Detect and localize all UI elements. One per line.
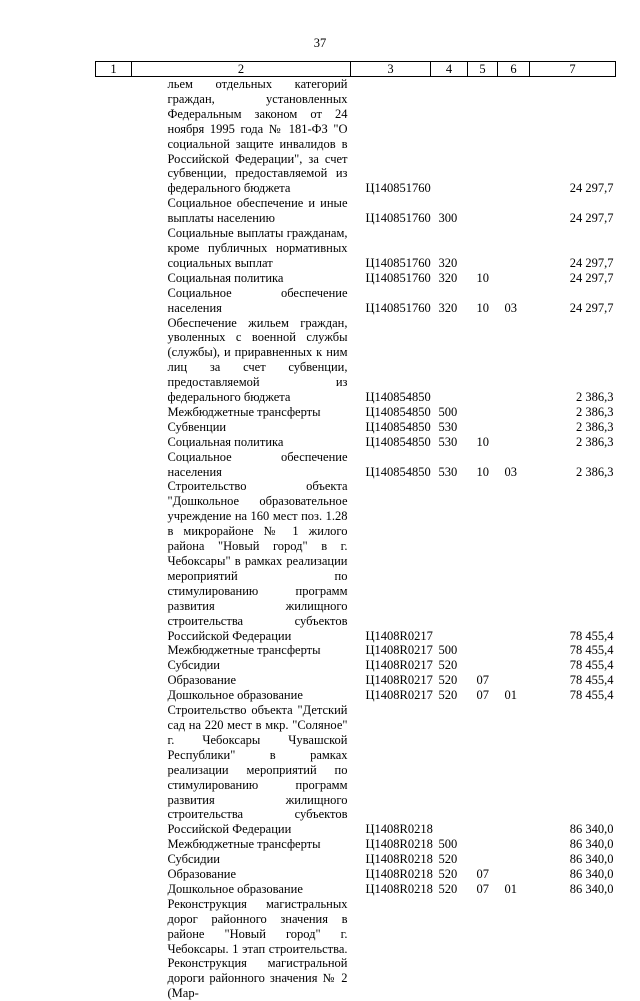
row-name: Межбюджетные трансферты — [132, 405, 351, 420]
row-name: Субвенции — [132, 420, 351, 435]
row-section — [468, 897, 498, 1001]
row-name: Социальная политика — [132, 271, 351, 286]
row-name: Межбюджетные трансферты — [132, 837, 351, 852]
row-subsection — [498, 852, 530, 867]
header-col-7: 7 — [530, 62, 616, 77]
table-row — [96, 450, 616, 480]
table-row — [96, 703, 616, 837]
row-section — [468, 316, 498, 405]
row-subsection — [498, 643, 530, 658]
row-code: Ц140851760 — [351, 271, 431, 286]
row-amount — [530, 897, 616, 1001]
row-amount: 24 297,7 — [530, 226, 616, 271]
header-col-1: 1 — [96, 62, 132, 77]
table-row — [96, 435, 616, 450]
table-row — [96, 673, 616, 688]
row-expense-type: 320 — [431, 226, 468, 271]
row-subsection — [498, 196, 530, 226]
table-row — [96, 658, 616, 673]
row-subsection — [498, 867, 530, 882]
row-name: Дошкольное образование — [132, 688, 351, 703]
row-subsection: 01 — [498, 688, 530, 703]
row-number — [96, 450, 132, 480]
table-row — [96, 271, 616, 286]
row-code: Ц140854850 — [351, 450, 431, 480]
table-row — [96, 405, 616, 420]
row-amount: 86 340,0 — [530, 703, 616, 837]
table-row — [96, 882, 616, 897]
row-subsection: 01 — [498, 882, 530, 897]
row-amount: 24 297,7 — [530, 77, 616, 197]
row-name: Социальное обеспечение и иные выплаты населению — [132, 196, 351, 226]
row-subsection — [498, 897, 530, 1001]
row-number — [96, 286, 132, 316]
header-col-5: 5 — [468, 62, 498, 77]
table-body — [96, 77, 616, 1001]
row-expense-type — [431, 897, 468, 1001]
row-amount: 78 455,4 — [530, 673, 616, 688]
row-code: Ц140851760 — [351, 226, 431, 271]
row-code: Ц1408R0218 — [351, 852, 431, 867]
row-name: Дошкольное образование — [132, 882, 351, 897]
row-subsection — [498, 703, 530, 837]
row-name: Социальные выплаты гражданам, кроме публичных нормативных социальных выплат — [132, 226, 351, 271]
row-expense-type — [431, 703, 468, 837]
row-expense-type: 320 — [431, 271, 468, 286]
row-expense-type: 520 — [431, 867, 468, 882]
row-number — [96, 643, 132, 658]
row-amount: 86 340,0 — [530, 852, 616, 867]
row-expense-type: 530 — [431, 420, 468, 435]
row-number — [96, 703, 132, 837]
row-number — [96, 405, 132, 420]
row-subsection — [498, 271, 530, 286]
table-row — [96, 837, 616, 852]
header-col-6: 6 — [498, 62, 530, 77]
row-subsection — [498, 77, 530, 197]
row-number — [96, 897, 132, 1001]
row-subsection — [498, 316, 530, 405]
row-amount: 78 455,4 — [530, 688, 616, 703]
row-name: Образование — [132, 673, 351, 688]
row-amount: 78 455,4 — [530, 643, 616, 658]
row-amount: 78 455,4 — [530, 479, 616, 643]
row-number — [96, 852, 132, 867]
table-row — [96, 420, 616, 435]
row-code: Ц1408R0218 — [351, 837, 431, 852]
table-row — [96, 688, 616, 703]
row-amount: 86 340,0 — [530, 837, 616, 852]
row-section — [468, 643, 498, 658]
row-number — [96, 77, 132, 197]
row-expense-type: 300 — [431, 196, 468, 226]
table-row — [96, 77, 616, 197]
row-expense-type: 530 — [431, 435, 468, 450]
table-row — [96, 479, 616, 643]
row-subsection: 03 — [498, 450, 530, 480]
row-expense-type — [431, 479, 468, 643]
row-code: Ц140851760 — [351, 77, 431, 197]
table-row — [96, 196, 616, 226]
row-code: Ц140851760 — [351, 286, 431, 316]
row-section — [468, 405, 498, 420]
row-expense-type: 520 — [431, 882, 468, 897]
row-expense-type: 520 — [431, 688, 468, 703]
row-number — [96, 479, 132, 643]
row-section: 07 — [468, 882, 498, 897]
table-row — [96, 643, 616, 658]
row-section — [468, 479, 498, 643]
row-section: 07 — [468, 867, 498, 882]
row-name: Образование — [132, 867, 351, 882]
row-code: Ц140854850 — [351, 420, 431, 435]
row-number — [96, 882, 132, 897]
table-row — [96, 226, 616, 271]
table-row — [96, 867, 616, 882]
row-subsection — [498, 673, 530, 688]
row-section: 07 — [468, 688, 498, 703]
row-amount: 24 297,7 — [530, 271, 616, 286]
row-amount: 2 386,3 — [530, 435, 616, 450]
row-section — [468, 852, 498, 867]
row-amount: 2 386,3 — [530, 316, 616, 405]
row-subsection: 03 — [498, 286, 530, 316]
row-expense-type — [431, 77, 468, 197]
row-amount: 2 386,3 — [530, 405, 616, 420]
row-name: Межбюджетные трансферты — [132, 643, 351, 658]
row-section — [468, 658, 498, 673]
row-section — [468, 837, 498, 852]
row-name: Строительство объекта "Дошкольное образовательное учреждение на 160 мест поз. 1.28 в микрорайоне № 1 жилого района "Новый город" в г. Чебоксары" в рамках реализации мероприятий по стимулированию программ развития жилищного строительства субъектов Российской Федерации — [132, 479, 351, 643]
row-name: Реконструкция магистральных дорог районного значения в районе "Новый город" г. Чебоксары. 1 этап строительства. Реконструкция магистральной дороги районного значения № 2 (Мар- — [132, 897, 351, 1001]
row-subsection — [498, 435, 530, 450]
row-expense-type — [431, 316, 468, 405]
row-name: Субсидии — [132, 852, 351, 867]
header-col-4: 4 — [431, 62, 468, 77]
row-number — [96, 673, 132, 688]
row-code: Ц140851760 — [351, 196, 431, 226]
row-code: Ц1408R0217 — [351, 658, 431, 673]
row-amount: 2 386,3 — [530, 450, 616, 480]
row-expense-type: 500 — [431, 837, 468, 852]
row-number — [96, 271, 132, 286]
row-subsection — [498, 226, 530, 271]
row-code: Ц1408R0217 — [351, 643, 431, 658]
row-section: 10 — [468, 450, 498, 480]
row-name: Социальная политика — [132, 435, 351, 450]
row-number — [96, 420, 132, 435]
table-header-row — [96, 62, 616, 77]
row-code: Ц1408R0217 — [351, 688, 431, 703]
table-row — [96, 897, 616, 1001]
row-name: Социальное обеспечение населения — [132, 450, 351, 480]
row-number — [96, 226, 132, 271]
row-subsection — [498, 837, 530, 852]
table-row — [96, 286, 616, 316]
row-number — [96, 688, 132, 703]
row-section — [468, 420, 498, 435]
row-subsection — [498, 479, 530, 643]
row-code: Ц1408R0218 — [351, 882, 431, 897]
row-amount: 24 297,7 — [530, 196, 616, 226]
row-number — [96, 867, 132, 882]
row-section: 10 — [468, 435, 498, 450]
row-number — [96, 837, 132, 852]
row-amount: 24 297,7 — [530, 286, 616, 316]
row-number — [96, 196, 132, 226]
row-section: 10 — [468, 286, 498, 316]
table-row — [96, 316, 616, 405]
row-section — [468, 77, 498, 197]
row-expense-type: 320 — [431, 286, 468, 316]
row-expense-type: 520 — [431, 673, 468, 688]
row-name: Обеспечение жильем граждан, уволенных с военной службы (службы), и приравненных к ним лиц за счет субвенции, предоставляемой из федерального бюджета — [132, 316, 351, 405]
row-expense-type: 500 — [431, 643, 468, 658]
row-code: Ц1408R0218 — [351, 703, 431, 837]
row-code: Ц140854850 — [351, 405, 431, 420]
row-code: Ц1408R0217 — [351, 673, 431, 688]
row-code: Ц140854850 — [351, 435, 431, 450]
header-col-3: 3 — [351, 62, 431, 77]
row-number — [96, 658, 132, 673]
row-section — [468, 226, 498, 271]
row-number — [96, 435, 132, 450]
row-amount: 86 340,0 — [530, 882, 616, 897]
row-code — [351, 897, 431, 1001]
row-code: Ц1408R0218 — [351, 867, 431, 882]
row-section — [468, 196, 498, 226]
row-section: 07 — [468, 673, 498, 688]
row-subsection — [498, 658, 530, 673]
row-code: Ц1408R0217 — [351, 479, 431, 643]
row-name: Строительство объекта "Детский сад на 220 мест в мкр. "Соляное" г. Чебоксары Чувашской Республики" в рамках реализации мероприятий по стимулированию программ развития жилищного строительства субъектов Российской Федерации — [132, 703, 351, 837]
row-subsection — [498, 420, 530, 435]
row-amount: 78 455,4 — [530, 658, 616, 673]
table-row — [96, 852, 616, 867]
row-expense-type: 520 — [431, 658, 468, 673]
budget-table — [95, 61, 616, 1001]
row-expense-type: 500 — [431, 405, 468, 420]
row-amount: 2 386,3 — [530, 420, 616, 435]
row-expense-type: 520 — [431, 852, 468, 867]
row-code: Ц140854850 — [351, 316, 431, 405]
row-section: 10 — [468, 271, 498, 286]
row-name: Субсидии — [132, 658, 351, 673]
row-expense-type: 530 — [431, 450, 468, 480]
row-section — [468, 703, 498, 837]
row-name: льем отдельных категорий граждан, установленных Федеральным законом от 24 ноября 1995 года № 181-ФЗ "О социальной защите инвалидов в Российской Федерации", за счет субвенции, предоставляемой из федерального бюджета — [132, 77, 351, 197]
row-amount: 86 340,0 — [530, 867, 616, 882]
header-col-2: 2 — [132, 62, 351, 77]
row-name: Социальное обеспечение населения — [132, 286, 351, 316]
row-number — [96, 316, 132, 405]
page-number: 37 — [0, 36, 640, 51]
row-subsection — [498, 405, 530, 420]
